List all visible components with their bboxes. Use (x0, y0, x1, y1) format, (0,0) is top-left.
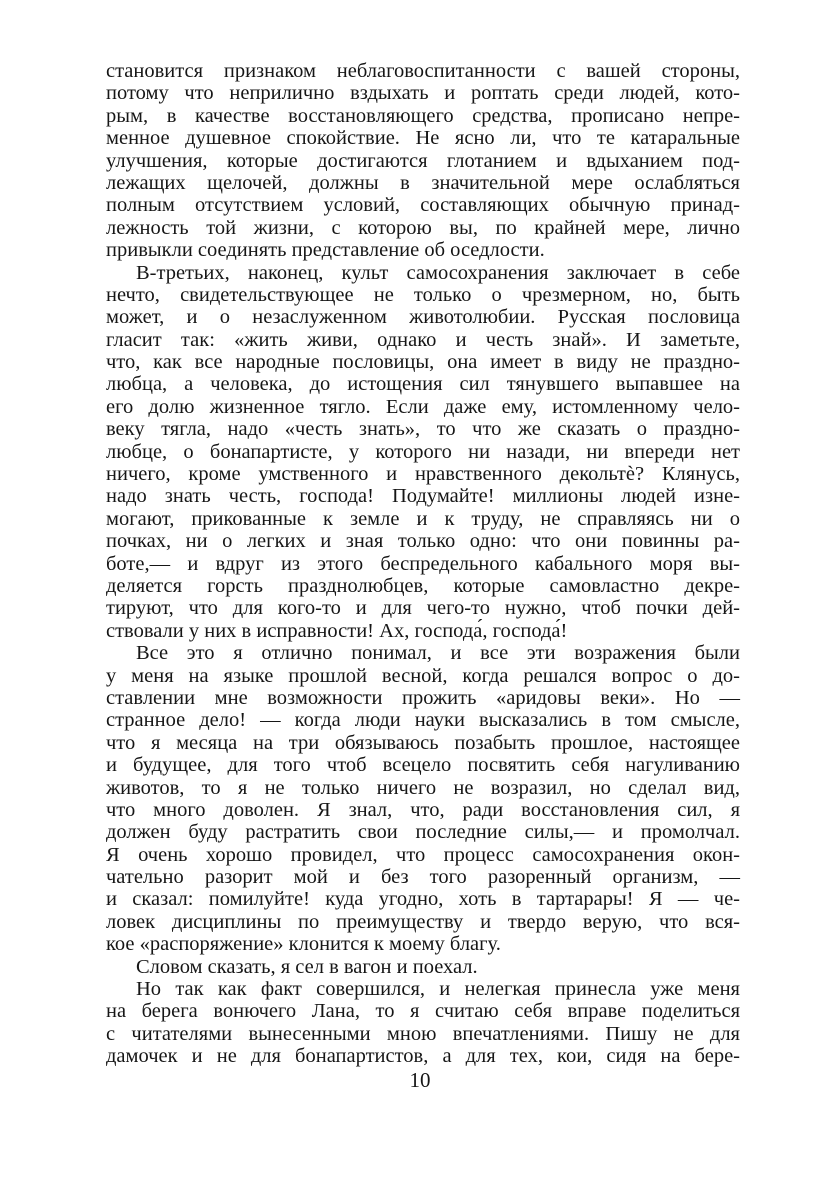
text-line: его долю жизненное тягло. Если даже ему, истомленному чело- (106, 395, 740, 418)
text-line: с читателями вынесенными мною впечатлениями. Пишу не для (106, 1022, 740, 1045)
text-line: и будущее, для того чтоб всецело посвятить себя нагуливанию (106, 754, 740, 777)
text-line: странное дело! — когда люди науки высказались в том смысле, (106, 709, 740, 732)
text-line: ставлении мне возможности прожить «аридовы веки». Но — (106, 686, 740, 709)
text-line: нечто, свидетельствующее не только о чрезмерном, но, быть (106, 283, 740, 306)
text-line: В-третьих, наконец, культ самосохранения заключает в себе (136, 261, 740, 284)
text-line: потому что неприлично вздыхать и роптать среди людей, кото- (106, 82, 740, 105)
text-line: могают, прикованные к земле и к труду, не справляясь ни о (106, 507, 740, 530)
text-line: может, и о незаслуженном животолюбии. Русская пословица (106, 306, 740, 329)
text-line: Но так как факт совершился, и нелегкая принесла уже меня (136, 978, 740, 1001)
text-line: улучшения, которые достигаются глотанием и вдыханием под- (106, 149, 740, 172)
text-line: дамочек и не для бонапартистов, а для тех, кои, сидя на бере- (106, 1045, 740, 1068)
text-line: почках, ни о легких и зная только одно: что они повинны ра- (106, 530, 740, 553)
text-line: кое «распоряжение» клонится к моему благу. (106, 933, 501, 956)
paragraph (106, 60, 740, 262)
text-line: привыкли соединять представление об оседлости. (106, 239, 545, 262)
text-line: деляется горсть празднолюбцев, которые самовластно декре- (106, 574, 740, 597)
paragraph (106, 262, 740, 643)
text-line: чательно разорит мой и без того разоренный организм, — (106, 866, 740, 889)
text-line: гласит так: «жить живи, однако и честь знай». И заметьте, (106, 328, 740, 351)
paragraph (106, 978, 740, 1068)
text-line: рым, в качестве восстановляющего средства, прописано непре- (106, 104, 740, 127)
text-line: Словом сказать, я сел в вагон и поехал. (136, 955, 478, 978)
text-line: что, как все народные пословицы, она имеет в виду не праздно- (106, 351, 740, 374)
text-line: у меня на языке прошлой весной, когда решался вопрос о до- (106, 664, 740, 687)
text-line: животов, то я не только ничего не возразил, но сделал вид, (106, 776, 740, 799)
text-line: что много доволен. Я знал, что, ради восстановления сил, я (106, 798, 740, 821)
text-line: ловек дисциплины по преимуществу и твердо верую, что вся- (106, 910, 740, 933)
text-line: ствовали у них в исправности! Ах, господа́, господа́! (106, 619, 568, 642)
text-line: Я очень хорошо провидел, что процесс самосохранения окон- (106, 843, 740, 866)
text-line: лежность той жизни, с которою вы, по крайней мере, лично (106, 216, 740, 239)
text-line: любце, о бонапартисте, у которого ни назади, ни впереди нет (106, 440, 740, 463)
text-line: надо знать честь, господа! Подумайте! миллионы людей изне- (106, 485, 740, 508)
text-line: ничего, кроме умственного и нравственного декольтѐ? Клянусь, (106, 463, 740, 486)
paragraph (106, 642, 740, 955)
text-line: Все это я отлично понимал, и все эти возражения были (136, 642, 740, 665)
text-line: менное душевное спокойствие. Не ясно ли, что те катаральные (106, 127, 740, 150)
body-text (106, 60, 740, 1068)
text-line: боте,— и вдруг из этого беспредельного кабального моря вы- (106, 552, 740, 575)
text-line: веку тягла, надо «честь знать», то что же сказать о праздно- (106, 418, 740, 441)
text-line: тируют, что для кого-то и для чего-то нужно, чтоб почки дей- (106, 597, 740, 620)
paragraph (106, 956, 740, 978)
text-line: что я месяца на три обязываюсь позабыть прошлое, настоящее (106, 731, 740, 754)
page-number: 10 (409, 1068, 431, 1092)
text-line: должен буду растратить свои последние силы,— и промолчал. (106, 821, 740, 844)
text-line: любца, а человека, до истощения сил тянувшего выпавшее на (106, 373, 740, 396)
text-line: становится признаком неблаговоспитанности с вашей стороны, (106, 60, 740, 82)
text-line: лежащих щелочей, должны в значительной мере ослабляться (106, 171, 740, 194)
text-line: полным отсутствием условий, составляющих обычную принад- (106, 194, 740, 217)
text-line: на берега вонючего Лана, то я считаю себя вправе поделиться (106, 1000, 740, 1023)
text-line: и сказал: помилуйте! куда угодно, хоть в тартарары! Я — че- (106, 888, 740, 911)
